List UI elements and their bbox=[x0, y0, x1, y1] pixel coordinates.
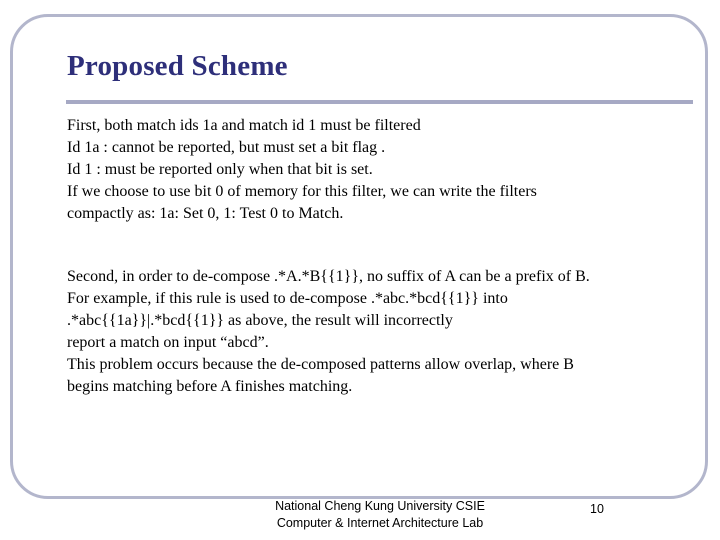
slide-frame bbox=[10, 14, 708, 499]
text-line: First, both match ids 1a and match id 1 must be filtered bbox=[67, 117, 421, 134]
text-line: .*abc{{1a}}|.*bcd{{1}} as above, the result will incorrectly bbox=[67, 312, 453, 329]
page-number: 10 bbox=[590, 502, 604, 516]
paragraph-decomposition bbox=[67, 266, 687, 398]
text-line: report a match on input “abcd”. bbox=[67, 334, 269, 351]
text-line: This problem occurs because the de-composed patterns allow overlap, where B bbox=[67, 356, 574, 373]
text-line: For example, if this rule is used to de-compose .*abc.*bcd{{1}} into bbox=[67, 290, 508, 307]
footer-line: Computer & Internet Architecture Lab bbox=[276, 516, 484, 530]
text-line: Id 1a : cannot be reported, but must set a bit flag . bbox=[67, 139, 386, 156]
slide-title: Proposed Scheme bbox=[67, 50, 288, 82]
footer-institution bbox=[245, 498, 515, 532]
paragraph-filtering bbox=[67, 115, 687, 225]
text-line: compactly as: 1a: Set 0, 1: Test 0 to Match. bbox=[67, 205, 344, 222]
text-line: Second, in order to de-compose .*A.*B{{1}}, no suffix of A can be a prefix of B. bbox=[67, 268, 590, 285]
footer-line: National Cheng Kung University CSIE bbox=[275, 499, 485, 513]
text-line: If we choose to use bit 0 of memory for this filter, we can write the filters bbox=[67, 183, 537, 200]
text-line: Id 1 : must be reported only when that bit is set. bbox=[67, 161, 373, 178]
title-divider bbox=[66, 100, 693, 104]
text-line: begins matching before A finishes matching. bbox=[67, 378, 353, 395]
